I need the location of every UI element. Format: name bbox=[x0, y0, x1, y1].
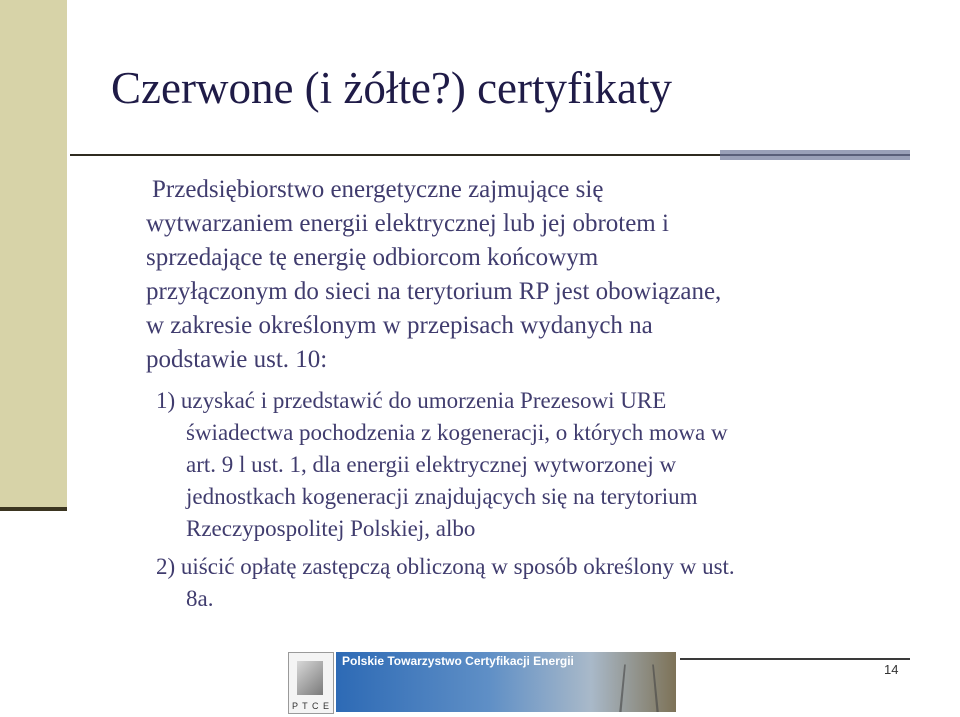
paragraph-line: przyłączonym do sieci na terytorium RP jest obowiązane, bbox=[146, 278, 722, 305]
list-item-line: 1) uzyskać i przedstawić do umorzenia Prezesowi URE bbox=[156, 388, 667, 413]
footer-rule bbox=[680, 658, 910, 660]
list-item-line: świadectwa pochodzenia z kogeneracji, o których mowa w bbox=[186, 420, 728, 445]
list-item-line: jednostkach kogeneracji znajdujących się na terytorium bbox=[186, 484, 698, 509]
obligation-list bbox=[146, 385, 936, 615]
page-number: 14 bbox=[884, 662, 899, 677]
paragraph-line: wytwarzaniem energii elektrycznej lub jej obrotem i bbox=[146, 210, 669, 237]
list-item bbox=[156, 385, 936, 545]
paragraph-line: sprzedające tę energię odbiorcom końcowym bbox=[146, 244, 599, 271]
footer-banner bbox=[336, 652, 676, 712]
list-item-line: art. 9 l ust. 1, dla energii elektrycznej wytworzonej w bbox=[186, 452, 677, 477]
power-pylon-icon bbox=[619, 664, 659, 712]
list-item bbox=[156, 551, 936, 615]
logo-letters: P T C E bbox=[291, 701, 331, 711]
paragraph-line: Przedsiębiorstwo energetyczne zajmujące się bbox=[152, 176, 604, 203]
sidebar-decoration bbox=[0, 0, 67, 510]
title-rule-accent bbox=[720, 150, 910, 160]
paragraph-line: podstawie ust. 10: bbox=[146, 346, 328, 373]
logo-mark-icon bbox=[297, 661, 323, 695]
organization-name: Polskie Towarzystwo Certyfikacji Energii bbox=[342, 654, 574, 668]
sidebar-underline bbox=[0, 507, 67, 511]
list-item-line: 2) uiścić opłatę zastępczą obliczoną w sposób określony w ust. bbox=[156, 554, 735, 579]
list-item-line: 8a. bbox=[186, 586, 214, 611]
slide-title: Czerwone (i żółte?) certyfikaty bbox=[111, 63, 672, 113]
body-paragraph bbox=[146, 173, 946, 377]
list-item-line: Rzeczypospolitej Polskiej, albo bbox=[186, 516, 476, 541]
ptce-logo bbox=[288, 652, 334, 714]
paragraph-line: w zakresie określonym w przepisach wydanych na bbox=[146, 312, 653, 339]
